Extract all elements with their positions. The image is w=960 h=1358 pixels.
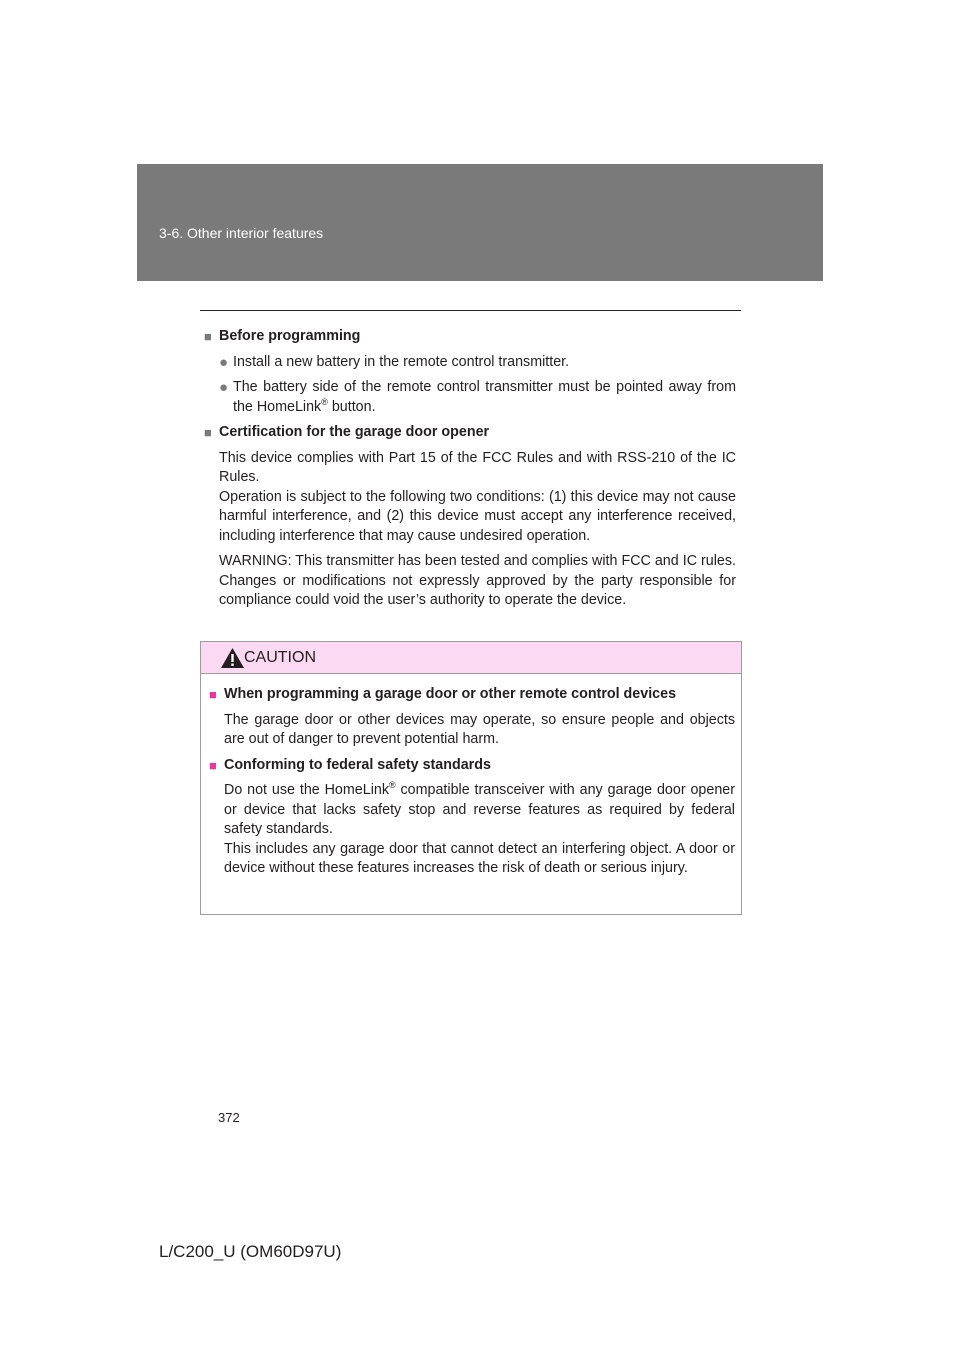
circle-bullet-icon: ● bbox=[219, 379, 229, 396]
caution-item-heading: ■ Conforming to federal safety standards bbox=[209, 756, 735, 776]
document-code: L/C200_U (OM60D97U) bbox=[159, 1242, 342, 1261]
section-header-band bbox=[137, 164, 823, 281]
square-bullet-icon: ■ bbox=[209, 687, 217, 702]
page-number: 372 bbox=[218, 1110, 240, 1125]
certification-heading bbox=[204, 423, 736, 443]
registered-mark: ® bbox=[321, 396, 328, 407]
certification-paragraph: This device complies with Part 15 of the FCC Rules and with RSS-210 of the IC Rules. Operation is subject to the following two conditions: (1) this device may not cause harmful interference, and (2) this device must accept any interference received, including interference that may cause undesired operation. bbox=[219, 449, 736, 544]
before-programming-heading bbox=[204, 327, 736, 347]
square-bullet-icon: ■ bbox=[204, 425, 212, 440]
list-item-text: The battery side of the remote control transmitter must be pointed away from the HomeLink® button. bbox=[233, 379, 736, 415]
heading-text: Before programming bbox=[219, 328, 361, 344]
registered-mark: ® bbox=[388, 780, 396, 790]
main-content bbox=[204, 327, 736, 617]
caution-item-text: The garage door or other devices may operate, so ensure people and objects are out of danger to prevent potential harm. bbox=[224, 711, 735, 747]
square-bullet-icon: ■ bbox=[209, 757, 217, 773]
list-item bbox=[204, 353, 736, 373]
caution-header bbox=[201, 642, 741, 674]
caution-item-text: Do not use the HomeLink® compatible transceiver with any garage door opener or device that lacks safety stop and reverse features as required by federal safety standards. This includes any garage door that cannot detect an interfering object. A door or device without these features increases the risk of death or serious injury. bbox=[224, 780, 735, 876]
circle-bullet-icon: ● bbox=[219, 353, 229, 371]
caution-title: CAUTION bbox=[244, 649, 316, 666]
list-item-text: Install a new battery in the remote control transmitter. bbox=[233, 353, 570, 370]
divider-rule bbox=[200, 310, 741, 311]
warning-triangle-icon bbox=[220, 647, 245, 669]
section-title: 3-6. Other interior features bbox=[159, 225, 324, 241]
caution-body bbox=[209, 685, 735, 885]
caution-box bbox=[200, 641, 742, 915]
list-item bbox=[204, 378, 736, 417]
caution-item-heading: ■ When programming a garage door or other remote control devices bbox=[209, 685, 735, 705]
warning-paragraph: WARNING: This transmitter has been tested and complies with FCC and IC rules. Changes or modifications not expressly approved by the party responsible for compliance could void the user’s authority to operate the device. bbox=[219, 553, 736, 608]
square-bullet-icon: ■ bbox=[204, 329, 212, 344]
heading-text: Certification for the garage door opener bbox=[219, 424, 490, 440]
